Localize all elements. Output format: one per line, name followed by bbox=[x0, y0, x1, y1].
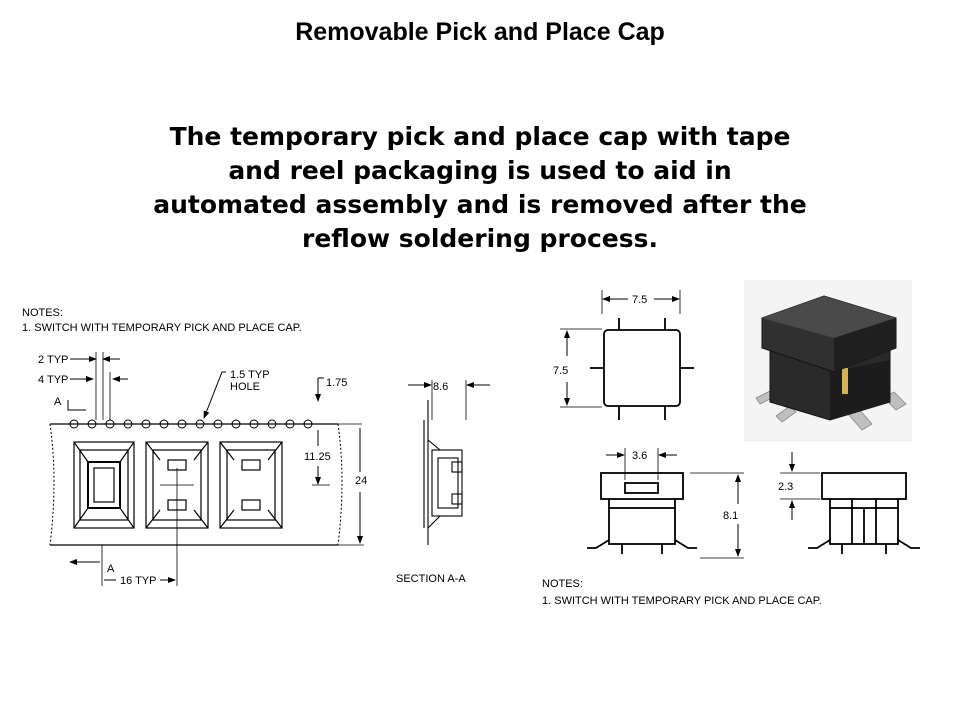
dim-4typ-label: 4 TYP bbox=[38, 374, 69, 386]
section-marker-top: A bbox=[54, 396, 62, 408]
dim-1-75-label: 1.75 bbox=[326, 377, 348, 389]
dim-16typ-label: 16 TYP bbox=[120, 575, 157, 587]
slide-title: Removable Pick and Place Cap bbox=[295, 18, 665, 46]
switch-notes-heading: NOTES: bbox=[542, 578, 583, 590]
switch-note-1: 1. SWITCH WITH TEMPORARY PICK AND PLACE CAP. bbox=[542, 595, 822, 607]
hole-label: HOLE bbox=[230, 381, 260, 393]
dim-height-label: 8.1 bbox=[723, 510, 739, 522]
section-label: SECTION A-A bbox=[396, 573, 466, 585]
section-dim-label: 8.6 bbox=[433, 381, 449, 393]
dim-cap-window-label: 3.6 bbox=[632, 450, 648, 462]
dim-24-label: 24 bbox=[355, 475, 368, 487]
dim-cap-height-label: 2.3 bbox=[778, 481, 794, 493]
dim-2typ-label: 2 TYP bbox=[38, 354, 69, 366]
dim-left-height-label: 7.5 bbox=[553, 365, 569, 377]
tape-note-1: 1. SWITCH WITH TEMPORARY PICK AND PLACE CAP. bbox=[22, 322, 302, 334]
slide-body-text: The temporary pick and place cap with tape and reel packaging is used to aid in automated assembly and is removed after the reflow soldering process. bbox=[153, 122, 807, 253]
switch-photo bbox=[744, 280, 912, 442]
section-marker-bottom: A bbox=[107, 563, 115, 575]
dim-top-width-label: 7.5 bbox=[632, 294, 648, 306]
dim-11-25-label: 11.25 bbox=[304, 451, 331, 463]
tape-reel-drawing bbox=[22, 307, 490, 587]
tape-notes-heading: NOTES: bbox=[22, 307, 63, 319]
hole-size-label: 1.5 TYP bbox=[230, 369, 270, 381]
